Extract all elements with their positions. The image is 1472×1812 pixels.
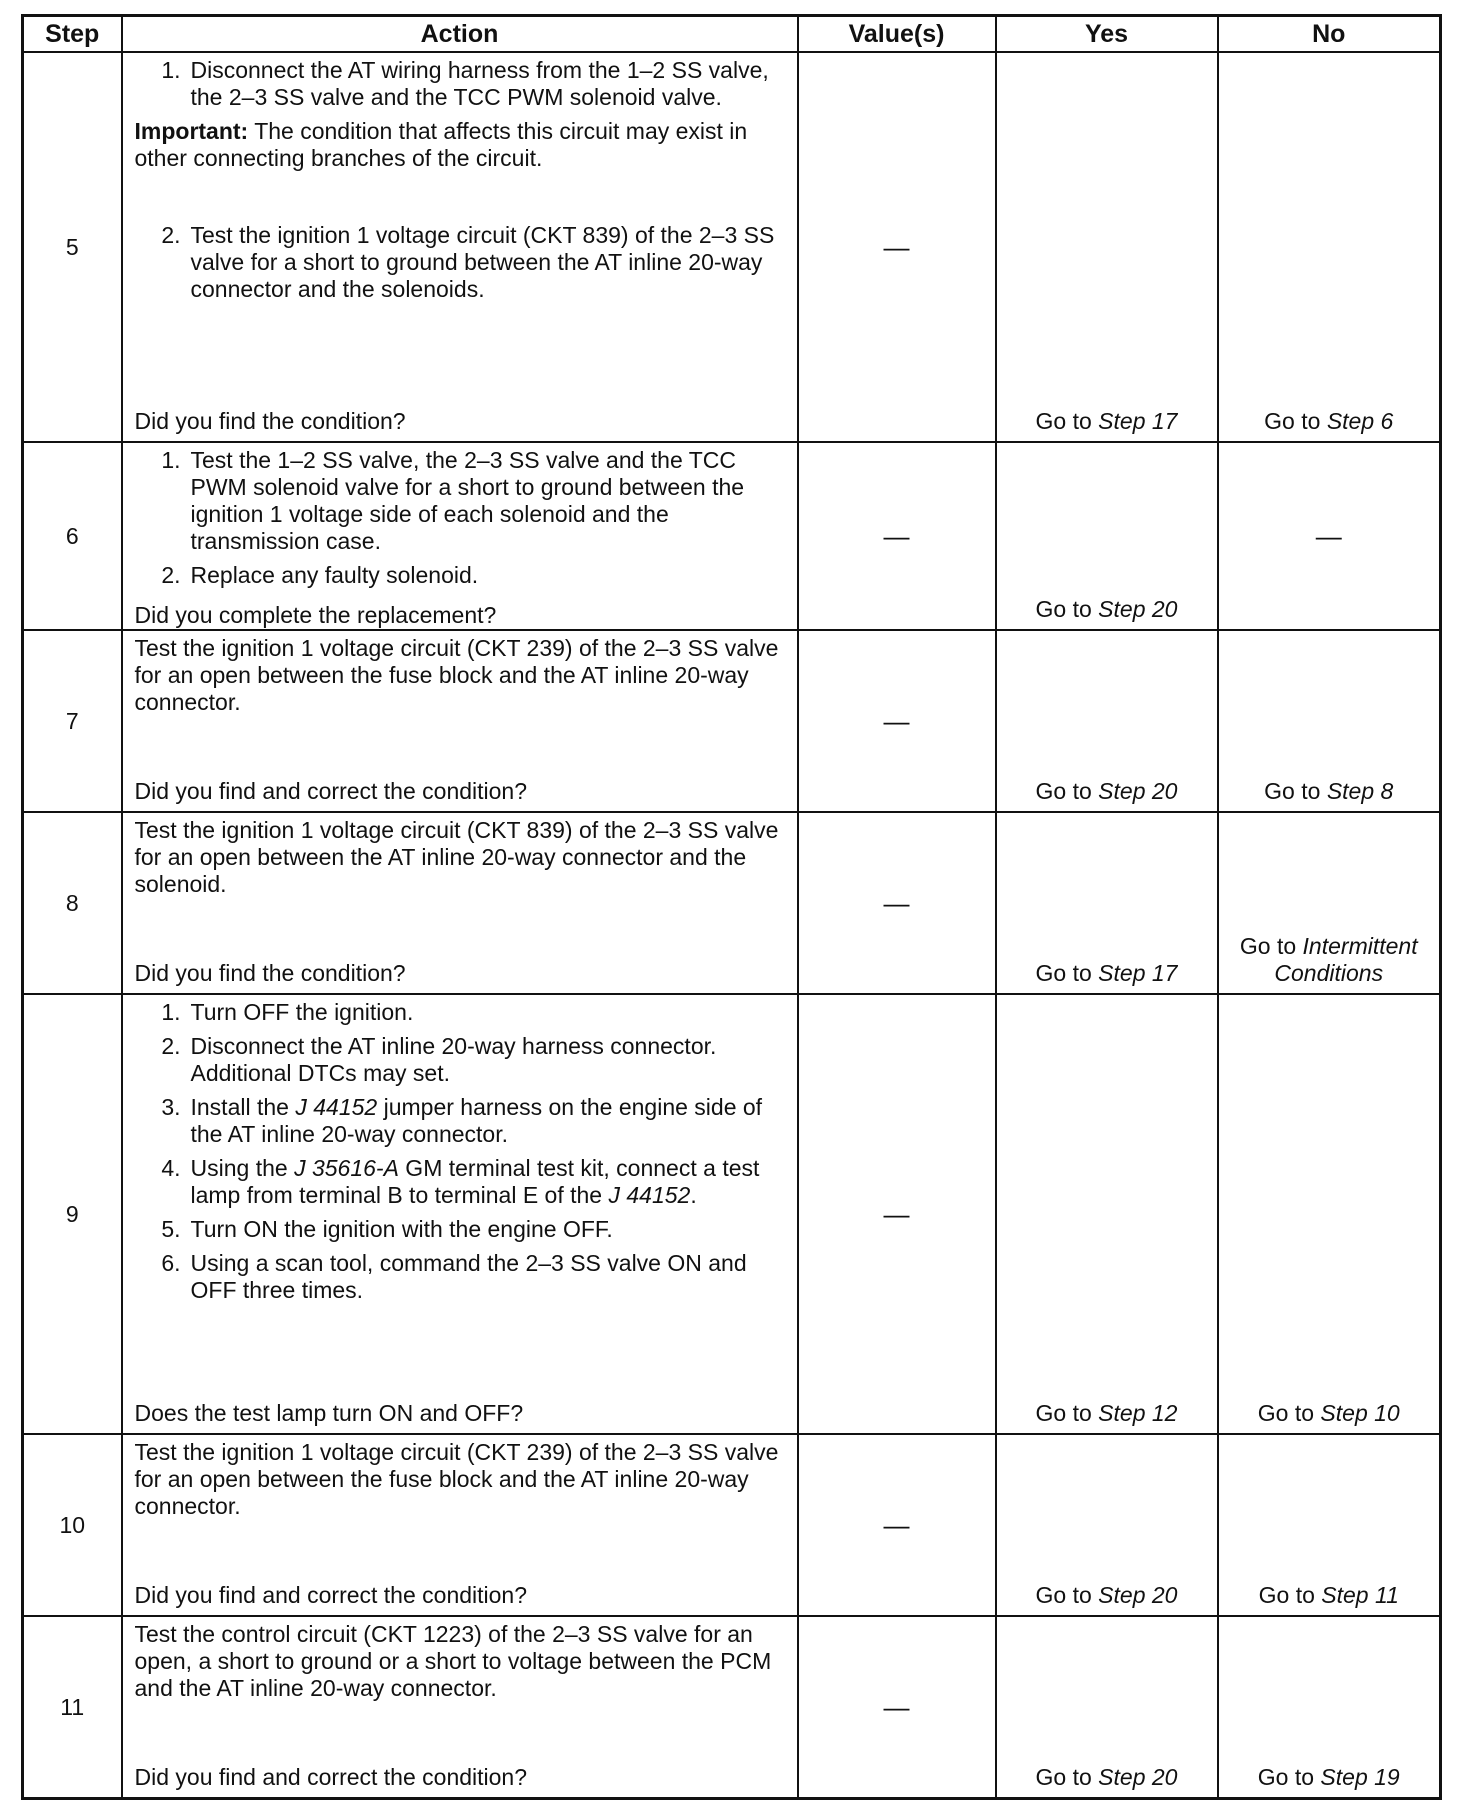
action-text: Test the ignition 1 voltage circuit (CKT 239) of the 2–3 SS valve for an open between the fuse block and the AT inline 20-way connector. [134,635,779,715]
important-note: Important: The condition that affects this circuit may exist in other connecting branches of the circuit. [134,118,748,171]
substep-number: 2. [161,1033,181,1059]
action-question: Did you find the condition? [134,960,406,986]
yes-outcome [996,994,1218,1434]
action-substep [135,1155,787,1209]
action-text: Test the ignition 1 voltage circuit (CKT 839) of the 2–3 SS valve for an open between the AT inline 20-way connector and the solenoid. [134,817,779,897]
action-substep [135,1033,787,1087]
substep-number: 1. [161,999,181,1025]
no-outcome [1218,994,1441,1434]
step-number: 9 [23,994,122,1434]
action-body [135,999,787,1394]
step-number: 6 [23,442,122,630]
action-body [135,1621,787,1758]
action-question: Does the test lamp turn ON and OFF? [134,1400,524,1426]
no-outcome [1218,630,1441,812]
value-cell: — [798,630,996,812]
substep-number: 2. [161,562,181,588]
table-row [23,994,1441,1434]
table-row [23,442,1441,630]
action-cell [122,1434,798,1616]
substep-number: 5. [161,1216,181,1242]
important-label: Important: [134,118,249,144]
substep-number: 2. [161,222,181,248]
no-goto-link: Step 19 [1320,1764,1400,1790]
no-outcome [1218,1434,1441,1616]
substep-text: Test the ignition 1 voltage circuit (CKT 839) of the 2–3 SS valve for a short to ground between the AT inline 20-way connector and the solenoids. [190,222,775,302]
step-number: 11 [23,1616,122,1799]
action-substep [135,562,787,589]
value-cell: — [798,1434,996,1616]
yes-goto-link: Step 12 [1098,1400,1178,1426]
no-goto: Go to Step 19 [1257,1764,1400,1790]
action-content [135,1439,787,1609]
action-substep [135,1094,787,1148]
substep-text: Disconnect the AT wiring harness from the 1–2 SS valve, the 2–3 SS valve and the TCC PWM solenoid valve. [190,57,769,110]
step-number: 10 [23,1434,122,1616]
no-goto: Go to Intermittent Conditions [1239,933,1418,986]
no-goto-link: Intermittent Conditions [1274,933,1418,986]
tool-reference: J 35616-A [294,1155,399,1181]
action-question: Did you find and correct the condition? [134,1582,528,1608]
yes-outcome [996,52,1218,442]
yes-goto: Go to Step 17 [1035,408,1178,434]
no-outcome: — [1218,442,1441,630]
header-values: Value(s) [798,16,996,53]
action-substep [135,447,787,555]
action-substep [135,999,787,1026]
action-text: Test the control circuit (CKT 1223) of the 2–3 SS valve for an open, a short to ground or a short to voltage between the PCM and the AT inline 20-way connector. [134,1621,772,1701]
substep-number: 1. [161,57,181,83]
action-content [135,57,787,435]
yes-goto: Go to Step 20 [1035,1764,1178,1790]
substep-text: Turn ON the ignition with the engine OFF. [190,1216,613,1242]
value-cell: — [798,812,996,994]
no-goto: Go to Step 10 [1257,1400,1400,1426]
substep-text: Install the J 44152 jumper harness on the engine side of the AT inline 20-way connector. [190,1094,763,1147]
value-cell: — [798,52,996,442]
yes-goto-link: Step 20 [1098,1764,1178,1790]
action-cell [122,630,798,812]
action-question: Did you complete the replacement? [134,602,497,628]
substep-number: 4. [161,1155,181,1181]
substep-number: 6. [161,1250,181,1276]
no-goto-link: Step 6 [1326,408,1394,434]
no-goto-link: Step 11 [1321,1582,1399,1608]
no-goto-link: Step 10 [1320,1400,1400,1426]
action-question: Did you find and correct the condition? [134,1764,528,1790]
step-number: 8 [23,812,122,994]
action-cell [122,442,798,630]
table-row [23,812,1441,994]
no-goto: Go to Step 6 [1264,408,1394,434]
value-cell: — [798,994,996,1434]
value-cell: — [798,1616,996,1799]
yes-goto-link: Step 17 [1098,408,1178,434]
yes-goto: Go to Step 12 [1035,1400,1178,1426]
yes-outcome [996,1434,1218,1616]
yes-outcome [996,812,1218,994]
action-content [135,1621,787,1791]
substep-number: 3. [161,1094,181,1120]
action-cell [122,1616,798,1799]
action-body [135,817,787,954]
action-body [135,635,787,772]
diagnostic-table [21,14,1442,1800]
action-list [135,447,787,589]
action-body [135,447,787,596]
yes-goto: Go to Step 20 [1035,596,1178,622]
tool-reference: J 44152 [295,1094,378,1120]
yes-goto-link: Step 20 [1098,1582,1178,1608]
action-substep [135,222,787,303]
action-list [135,57,787,111]
action-cell [122,994,798,1434]
yes-goto-link: Step 17 [1098,960,1178,986]
spacer [135,180,787,222]
yes-goto-link: Step 20 [1098,778,1178,804]
action-content [135,817,787,987]
table-row [23,1434,1441,1616]
action-content [135,999,787,1427]
action-text: Test the ignition 1 voltage circuit (CKT 239) of the 2–3 SS valve for an open between the fuse block and the AT inline 20-way connector. [134,1439,779,1519]
step-number: 7 [23,630,122,812]
substep-text: Disconnect the AT inline 20-way harness connector. Additional DTCs may set. [190,1033,717,1086]
yes-goto: Go to Step 20 [1035,778,1178,804]
action-substep [135,1216,787,1243]
action-body [135,57,787,402]
tool-reference: J 44152 [608,1182,691,1208]
yes-outcome [996,1616,1218,1799]
no-goto: Go to Step 11 [1258,1582,1399,1608]
no-goto-link: Step 8 [1326,778,1394,804]
action-substep [135,57,787,111]
action-substep [135,1250,787,1304]
substep-text: Test the 1–2 SS valve, the 2–3 SS valve and the TCC PWM solenoid valve for a short to ground between the ignition 1 voltage side of each solenoid and the transmission case. [190,447,745,554]
action-content [134,447,787,628]
substep-text: Replace any faulty solenoid. [190,562,479,588]
action-question: Did you find and correct the condition? [134,778,528,804]
no-goto: Go to Step 8 [1264,778,1394,804]
no-outcome [1218,1616,1441,1799]
action-content [135,635,787,805]
action-list [135,222,787,303]
action-cell [122,52,798,442]
table-row [23,52,1441,442]
header-action: Action [122,16,798,53]
table-row [23,1616,1441,1799]
table-body [23,52,1441,1799]
substep-text: Using the J 35616-A GM terminal test kit, connect a test lamp from terminal B to terminal E of the J 44152. [190,1155,760,1208]
action-question: Did you find the condition? [134,408,406,434]
substep-number: 1. [161,447,181,473]
action-cell [122,812,798,994]
table-header-row [23,16,1441,53]
yes-goto-link: Step 20 [1098,596,1178,622]
no-outcome [1218,52,1441,442]
action-body [135,1439,787,1576]
action-list [135,999,787,1304]
yes-outcome [996,442,1218,630]
header-step: Step [23,16,122,53]
substep-text: Turn OFF the ignition. [190,999,414,1025]
yes-goto: Go to Step 20 [1035,1582,1178,1608]
substep-text: Using a scan tool, command the 2–3 SS valve ON and OFF three times. [190,1250,747,1303]
yes-goto: Go to Step 17 [1035,960,1178,986]
step-number: 5 [23,52,122,442]
header-no: No [1218,16,1441,53]
yes-outcome [996,630,1218,812]
no-outcome [1218,812,1441,994]
table-row [23,630,1441,812]
header-yes: Yes [996,16,1218,53]
value-cell: — [798,442,996,630]
diagnostic-procedure-document [21,14,1439,1800]
